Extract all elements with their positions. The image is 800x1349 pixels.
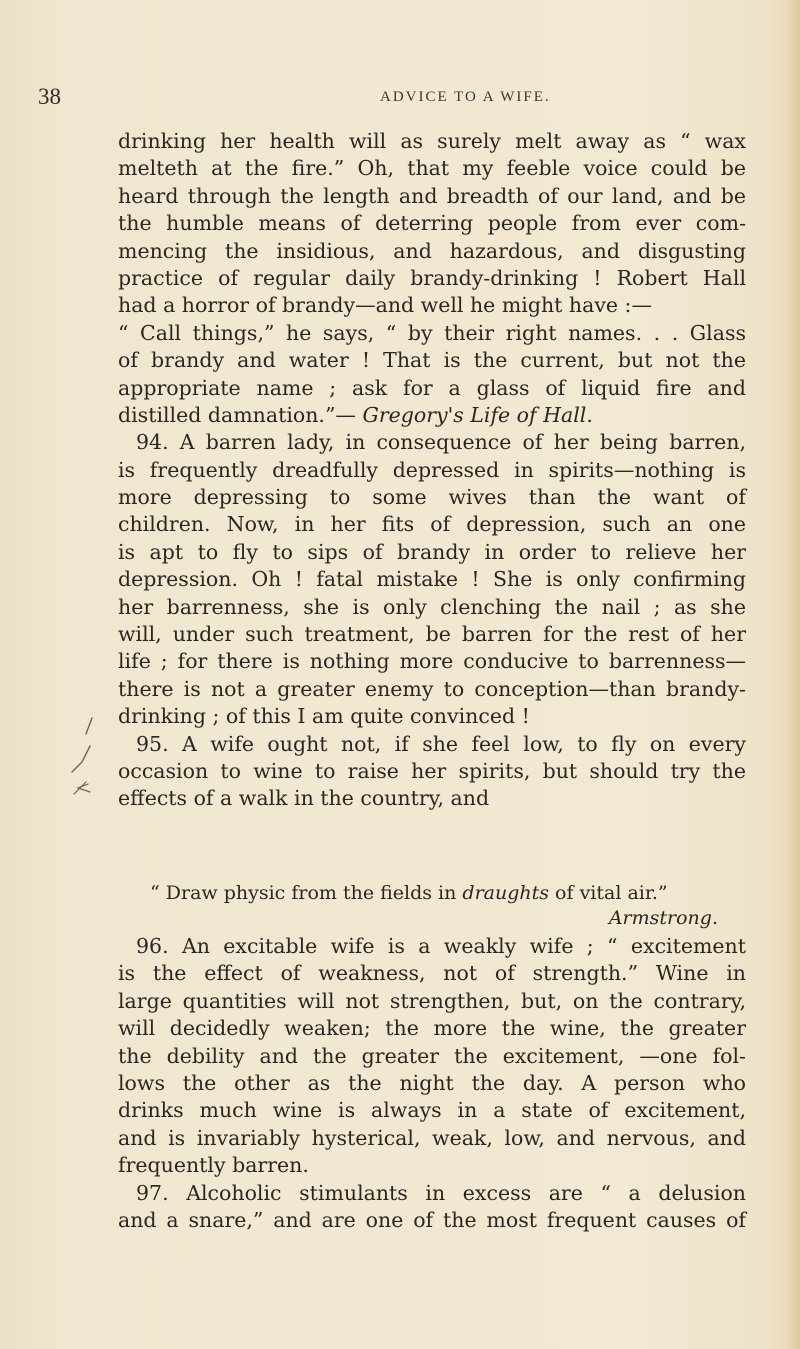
text-line: effects of a walk in the country, and xyxy=(118,786,490,811)
text-line: is frequently dreadfully depressed in spirits—nothing is xyxy=(118,457,746,482)
verse-line xyxy=(150,881,718,906)
paragraph-97-start: 97. Alcoholic stimulants in excess are “ a delusion xyxy=(136,1180,746,1205)
text-line: her barrenness, she is only clenching the nail ; as she xyxy=(118,594,746,619)
text-line: melteth at the fire.” Oh, that my feeble voice could be xyxy=(118,156,746,181)
verse-suffix: of vital air.” xyxy=(549,882,668,904)
text-line: occasion to wine to raise her spirits, but should try the xyxy=(118,758,746,783)
page-edge-shadow xyxy=(786,0,800,1349)
text-line: the debility and the greater the excitement, —one fol- xyxy=(118,1043,746,1068)
text-line: and a snare,” and are one of the most frequent causes of xyxy=(118,1207,746,1232)
text-line: is apt to fly to sips of brandy in order to relieve her xyxy=(118,539,746,564)
text-line: appropriate name ; ask for a glass of liquid fire and xyxy=(118,375,746,400)
page-number: 38 xyxy=(38,84,61,109)
body-text-block-2 xyxy=(118,933,746,1234)
text-line: frequently barren. xyxy=(118,1153,309,1178)
text-line: “ Call things,” he says, “ by their right names. . . Glass xyxy=(118,320,746,345)
text-line: drinks much wine is always in a state of excitement, xyxy=(118,1098,746,1123)
text-line: depression. Oh ! fatal mistake ! She is only confirming xyxy=(118,567,746,592)
text-line: heard through the length and breadth of our land, and be xyxy=(118,183,746,208)
paragraph-95-start: 95. A wife ought not, if she feel low, to fly on every xyxy=(136,731,746,756)
text-line: and is invariably hysterical, weak, low, and nervous, and xyxy=(118,1125,746,1150)
verse-prefix: “ Draw physic from the fields in xyxy=(150,882,463,904)
text-line: will decidedly weaken; the more the wine, the greater xyxy=(118,1016,746,1041)
text-line: the humble means of deterring people from ever com- xyxy=(118,211,746,236)
verse-italic-word: draughts xyxy=(462,882,550,904)
paragraph-96-start: 96. An excitable wife is a weakly wife ; “ excitement xyxy=(136,934,746,958)
text-line: drinking her health will as surely melt away as “ wax xyxy=(118,129,746,153)
text-line: will, under such treatment, be barren for the rest of her xyxy=(118,622,746,647)
body-text-block-1 xyxy=(118,128,746,813)
text-line: mencing the insidious, and hazardous, and disgusting xyxy=(118,238,746,263)
text-line: of brandy and water ! That is the current, but not the xyxy=(118,348,746,373)
running-head: ADVICE TO A WIFE. xyxy=(380,89,551,105)
text-line: had a horror of brandy—and well he might have :— xyxy=(118,293,652,318)
verse-quotation xyxy=(150,881,718,931)
text-line: is the effect of weakness, not of strength.” Wine in xyxy=(118,961,746,986)
text-line: practice of regular daily brandy-drinking ! Robert Hall xyxy=(118,265,746,290)
verse-attribution: Armstrong. xyxy=(608,907,718,929)
text-line: large quantities will not strengthen, but, on the contrary, xyxy=(118,988,746,1013)
pencil-margin-mark-icon xyxy=(64,712,104,802)
citation: Gregory's Life of Hall. xyxy=(362,402,593,427)
text-line: more depressing to some wives than the want of xyxy=(118,485,746,510)
text-line: drinking ; of this I am quite convinced ! xyxy=(118,704,530,729)
text-line: distilled damnation.”— xyxy=(118,402,363,427)
text-line: life ; for there is nothing more conducive to barrenness— xyxy=(118,649,746,674)
text-line: lows the other as the night the day. A person who xyxy=(118,1070,746,1095)
text-line: children. Now, in her fits of depression, such an one xyxy=(118,512,746,537)
page-header xyxy=(0,84,800,114)
text-line-with-citation xyxy=(118,402,746,429)
paragraph-94-start: 94. A barren lady, in consequence of her being barren, xyxy=(136,430,746,455)
text-line: there is not a greater enemy to conception—than brandy- xyxy=(118,676,746,701)
